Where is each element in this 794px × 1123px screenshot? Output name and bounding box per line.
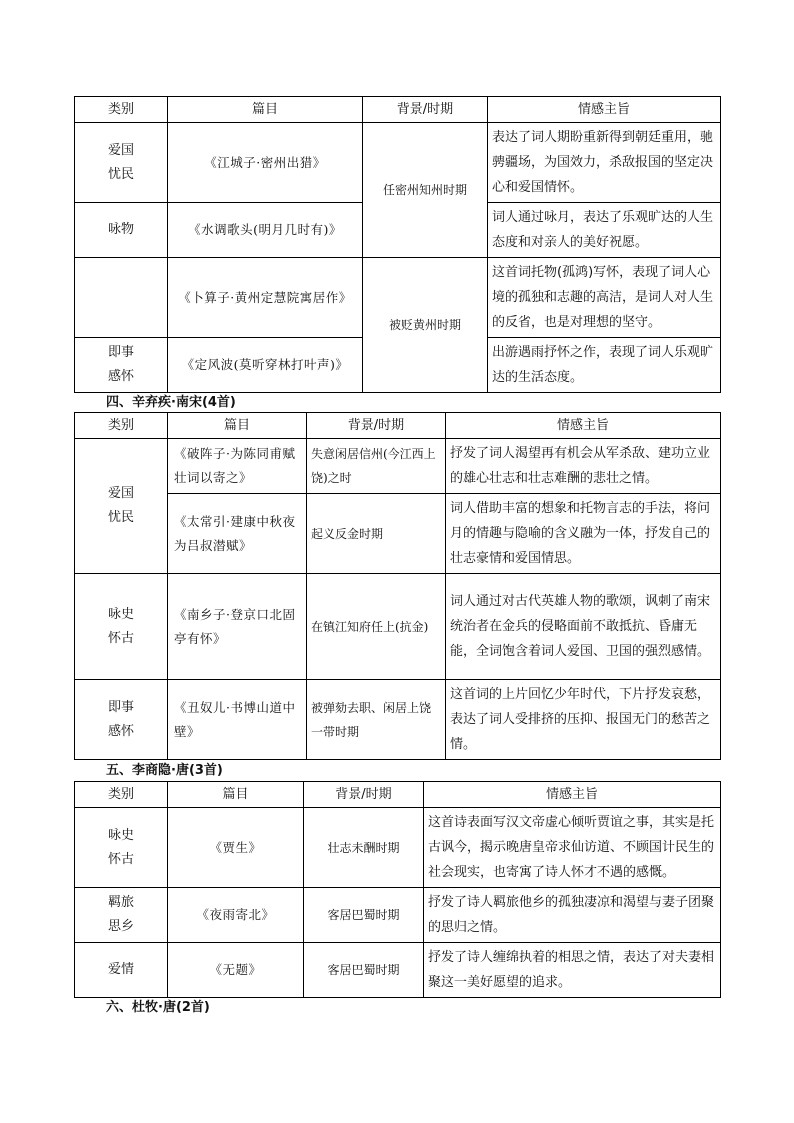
header-title: 篇目 xyxy=(168,782,304,808)
period-cell: 壮志未酬时期 xyxy=(304,808,424,888)
category-cell: 咏物 xyxy=(75,203,168,258)
header-period: 背景/时期 xyxy=(363,97,488,123)
category-cell: 爱国 忧民 xyxy=(75,123,168,203)
header-period: 背景/时期 xyxy=(307,413,446,439)
title-cell: 《夜雨寄北》 xyxy=(168,888,304,943)
title-cell: 《江城子·密州出猎》 xyxy=(168,123,363,203)
header-title: 篇目 xyxy=(168,97,363,123)
header-category: 类别 xyxy=(75,782,168,808)
emotion-cell: 词人通过咏月，表达了乐观旷达的人生态度和对亲人的美好祝愿。 xyxy=(488,203,721,258)
period-cell: 客居巴蜀时期 xyxy=(304,888,424,943)
table-row xyxy=(75,123,721,203)
title-cell: 《贾生》 xyxy=(168,808,304,888)
title-cell: 《无题》 xyxy=(168,943,304,998)
period-cell: 客居巴蜀时期 xyxy=(304,943,424,998)
title-cell: 《水调歌头(明月几时有)》 xyxy=(168,203,363,258)
category-cell: 咏史 怀古 xyxy=(75,808,168,888)
title-cell: 《定风波(莫听穿林打叶声)》 xyxy=(168,338,363,393)
category-cell: 咏史 怀古 xyxy=(75,574,168,680)
period-cell: 被弹劾去职、闲居上饶一带时期 xyxy=(307,680,446,760)
header-emotion: 情感主旨 xyxy=(446,413,721,439)
period-cell: 起义反金时期 xyxy=(307,494,446,574)
emotion-cell: 这首诗表面写汉文帝虚心倾听贾谊之事，其实是托古讽今，揭示晚唐皇帝求仙访道、不顾国计民生的社会现实，也寄寓了诗人怀才不遇的感慨。 xyxy=(424,808,721,888)
table-header-row xyxy=(75,97,721,123)
emotion-cell: 词人通过对古代英雄人物的歌颂，讽刺了南宋统治者在金兵的侵略面前不敢抵抗、昏庸无能，全词饱含着词人爱国、卫国的强烈感情。 xyxy=(446,574,721,680)
category-cell: 爱情 xyxy=(75,943,168,998)
period-cell: 被贬黄州时期 xyxy=(363,258,488,393)
emotion-cell: 这首词的上片回忆少年时代，下片抒发哀愁，表达了词人受排挤的压抑、报国无门的愁苦之情。 xyxy=(446,680,721,760)
period-cell: 任密州知州时期 xyxy=(363,123,488,258)
emotion-cell: 抒发了诗人缠绵执着的相思之情，表达了对夫妻相聚这一美好愿望的追求。 xyxy=(424,943,721,998)
title-cell: 《卜算子·黄州定慧院寓居作》 xyxy=(168,258,363,338)
header-period: 背景/时期 xyxy=(304,782,424,808)
category-cell: 即事 感怀 xyxy=(75,338,168,393)
title-cell: 《丑奴儿·书博山道中壁》 xyxy=(168,680,307,760)
header-emotion: 情感主旨 xyxy=(488,97,721,123)
table-row xyxy=(75,494,721,574)
section-heading-xin-qiji: 四、辛弃疾·南宋(4首) xyxy=(106,395,236,410)
emotion-cell: 这首词托物(孤鸿)写怀，表现了词人心境的孤独和志趣的高洁，是词人对人生的反省，也是对理想的坚守。 xyxy=(488,258,721,338)
table-row xyxy=(75,808,721,888)
table-row xyxy=(75,258,721,338)
section-heading-li-shangyin: 五、李商隐·唐(3首) xyxy=(106,763,223,778)
table-header-row xyxy=(75,782,721,808)
emotion-cell: 抒发了诗人羁旅他乡的孤独凄凉和渴望与妻子团聚的思归之情。 xyxy=(424,888,721,943)
table-header-row xyxy=(75,413,721,439)
table-row xyxy=(75,680,721,760)
emotion-cell: 抒发了词人渴望再有机会从军杀敌、建功立业的雄心壮志和壮志难酬的悲壮之情。 xyxy=(446,439,721,494)
category-cell xyxy=(75,258,168,338)
title-cell: 《破阵子·为陈同甫赋壮词以寄之》 xyxy=(168,439,307,494)
emotion-cell: 出游遇雨抒怀之作，表现了词人乐观旷达的生活态度。 xyxy=(488,338,721,393)
table-li-shangyin xyxy=(74,781,721,998)
title-cell: 《南乡子·登京口北固亭有怀》 xyxy=(168,574,307,680)
category-cell: 羁旅 思乡 xyxy=(75,888,168,943)
period-cell: 在镇江知府任上(抗金) xyxy=(307,574,446,680)
emotion-cell: 词人借助丰富的想象和托物言志的手法，将问月的情趣与隐喻的含义融为一体，抒发自己的壮志豪情和爱国情思。 xyxy=(446,494,721,574)
emotion-cell: 表达了词人期盼重新得到朝廷重用，驰骋疆场，为国效力，杀敌报国的坚定决心和爱国情怀。 xyxy=(488,123,721,203)
header-emotion: 情感主旨 xyxy=(424,782,721,808)
category-cell: 即事 感怀 xyxy=(75,680,168,760)
header-category: 类别 xyxy=(75,97,168,123)
table-su-shi xyxy=(74,96,721,393)
table-row xyxy=(75,943,721,998)
category-cell: 爱国 忧民 xyxy=(75,439,168,574)
table-row xyxy=(75,888,721,943)
header-category: 类别 xyxy=(75,413,168,439)
title-cell: 《太常引·建康中秋夜为吕叔潜赋》 xyxy=(168,494,307,574)
table-row xyxy=(75,574,721,680)
table-xin-qiji xyxy=(74,412,721,760)
period-cell: 失意闲居信州(今江西上饶)之时 xyxy=(307,439,446,494)
table-row xyxy=(75,439,721,494)
section-heading-du-mu: 六、杜牧·唐(2首) xyxy=(106,1000,210,1015)
header-title: 篇目 xyxy=(168,413,307,439)
